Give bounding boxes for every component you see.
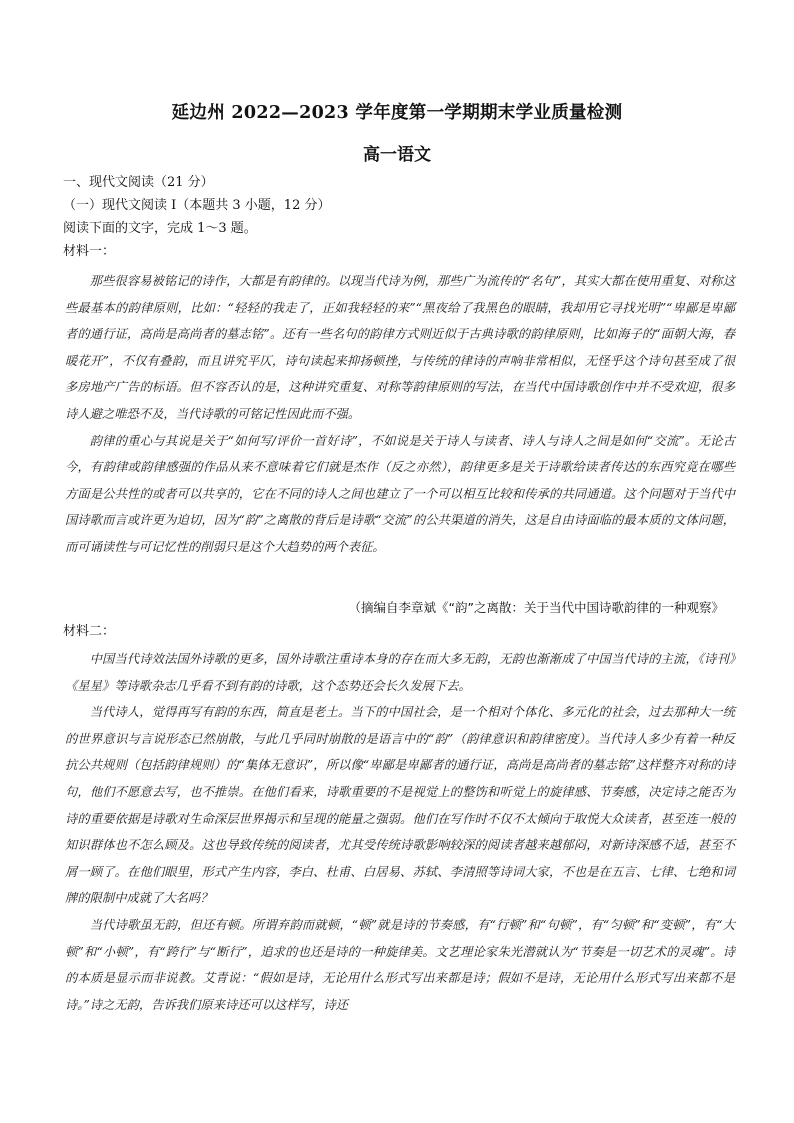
- paragraph: 那些很容易被铭记的诗作，大都是有韵律的。以现当代诗为例，那些广为流传的“名句”，其实大都在使用重复、对称这些最基本的韵律原则，比如：“轻轻的我走了，正如我轻轻的来”“黑夜给了我黑色的眼睛，我却用它寻找光明”“卑鄙是卑鄙者的通行证，高尚是高尚者的墓志铭”。还有一些名句的韵律方式则近似于古典诗歌的韵律原则，比如海子的“面朝大海，春暖花开”，不仅有叠韵，而且讲究平仄，诗句读起来抑扬顿挫，与传统的律诗的声响非常相似，无怪乎这个诗句甚至成了很多房地产广告的标语。但不容否认的是，这种讲究重复、对称等韵律原则的写法，在当代中国诗歌创作中并不受欢迎，很多诗人避之唯恐不及，当代诗歌的可铭记性因此而不强。: [65, 274, 735, 421]
- paragraph: 当代诗人，觉得再写有韵的东西，简直是老土。当下的中国社会，是一个相对个体化、多元化的社会，过去那种大一统的世界意识与言说形态已然崩散，与此几乎同时崩散的是语言中的“韵”（韵律意识和韵律密度）。当代诗人多少有着一种反抗公共规则（包括韵律规则）的“集体无意识”，所以像“卑鄙是卑鄙者的通行证，高尚是高尚者的墓志铭”这样整齐对称的诗句，他们不愿意去写，也不推崇。在他们看来，诗歌重要的不是视觉上的整饬和听觉上的旋律感、节奏感，决定诗之能否为诗的重要依据是诗歌对生命深层世界揭示和呈现的能量之强弱。他们在写作时不仅不太倾向于取悦大众读者，甚至连一般的知识群体也不怎么顾及。这也导致传统的阅读者，尤其受传统诗歌影响较深的阅读者越来越郁闷，对新诗深感不适，甚至不屑一顾了。在他们眼里，形式产生内容，李白、杜甫、白居易、苏轼、李清照等诗词大家，不也是在五言、七律、七绝和词牌的限制中成就了大名吗？: [65, 705, 735, 906]
- paragraph: 当代诗歌虽无韵，但还有顿。所谓弃韵而就顿，“顿”就是诗的节奏感，有“行顿”和“句顿”，有“匀顿”和“变顿”，有“大顿”和“小顿”，有“跨行”与“断行”，追求的也还是诗的一种旋律美。文艺理论家朱光潜就认为“节奏是一切艺术的灵魂”。诗的本质是显示而非说教。艾青说：“假如是诗，无论用什么形式写出来都是诗；假如不是诗，无论用什么形式写出来都不是诗。”诗之无韵，告诉我们原来诗还可以这样写，诗还: [65, 917, 735, 1012]
- paragraph: 韵律的重心与其说是关于“如何写/评价一首好诗”，不如说是关于诗人与读者、诗人与诗人之间是如何“交流”。无论古今，有韵律或韵律感强的作品从来不意味着它们就是杰作（反之亦然），韵律更多是关于诗歌给读者传达的东西究竟在哪些方面是公共性的或者可以共享的，它在不同的诗人之间也建立了一个可以相互比较和传承的共同通道。这个问题对于当代中国诗歌而言或许更为迫切，因为“韵”之离散的背后是诗歌“交流”的公共渠道的消失，这是自由诗面临的最本质的文体问题，而可诵读性与可记忆性的削弱只是这个大趋势的两个表征。: [65, 433, 735, 554]
- exam-subtitle: 高一语文: [363, 145, 431, 165]
- paragraph: 中国当代诗效法国外诗歌的更多，国外诗歌注重诗本身的存在而大多无韵，无韵也渐渐成了中国当代诗的主流，《诗刊》《星星》等诗歌杂志几乎看不到有韵的诗歌，这个态势还会长久发展下去。: [65, 652, 735, 693]
- material-2-body: [65, 646, 735, 1018]
- material-1-label: 材料一：: [63, 244, 116, 259]
- material-1-body: [65, 268, 735, 561]
- exam-title: 延边州 2022—2023 学年度第一学期期末学业质量检测: [171, 103, 623, 123]
- section-heading: 一、现代文阅读（21 分）: [63, 175, 214, 190]
- material-2-label: 材料二：: [63, 624, 116, 639]
- reading-instruction: 阅读下面的文字，完成 1～3 题。: [63, 221, 257, 236]
- sub-section-heading: （一）现代文阅读 I（本题共 3 小题，12 分）: [63, 198, 331, 213]
- material-1-source: （摘编自李章斌《“韵”之离散：关于当代中国诗歌韵律的一种观察》: [348, 600, 724, 615]
